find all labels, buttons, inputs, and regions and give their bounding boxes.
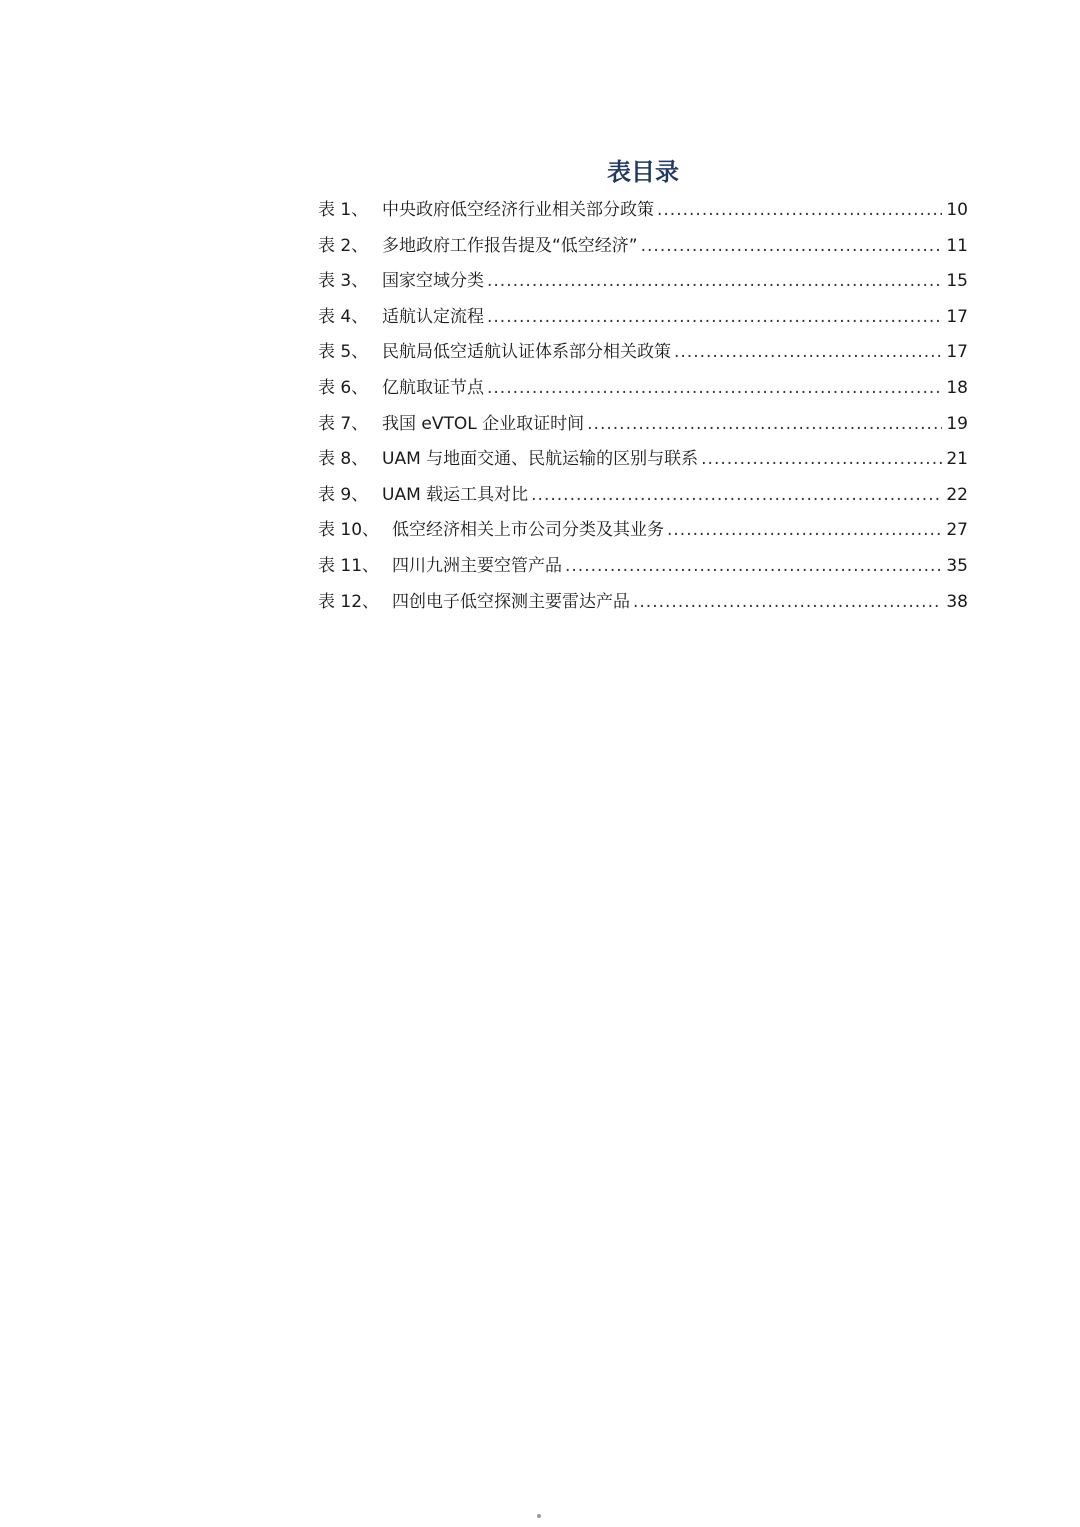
dot-leader bbox=[487, 264, 942, 300]
toc-entry-text: 四川九洲主要空管产品 bbox=[392, 555, 562, 576]
dot-leader bbox=[487, 300, 942, 336]
toc-entry[interactable] bbox=[318, 442, 968, 478]
toc-entry-page: 10 bbox=[946, 200, 968, 220]
table-of-tables bbox=[318, 152, 968, 620]
toc-entry-label: 表 8、 bbox=[318, 449, 369, 470]
toc-entry[interactable] bbox=[318, 549, 968, 585]
toc-entry-label: 表 4、 bbox=[318, 306, 369, 327]
toc-entry-page: 11 bbox=[946, 235, 968, 256]
toc-entry-page: 35 bbox=[946, 555, 968, 576]
toc-entry[interactable] bbox=[318, 335, 968, 371]
toc-entry[interactable] bbox=[318, 371, 968, 407]
toc-entry-text: UAM 与地面交通、民航运输的区别与联系 bbox=[382, 449, 699, 470]
toc-entry-text: 多地政府工作报告提及“低空经济” bbox=[382, 235, 638, 256]
toc-entry[interactable] bbox=[318, 264, 968, 300]
toc-entry-label: 表 6、 bbox=[318, 377, 369, 398]
toc-entry[interactable] bbox=[318, 513, 968, 549]
toc-entry-page: 21 bbox=[946, 449, 968, 470]
dot-leader bbox=[587, 407, 942, 443]
dot-leader bbox=[701, 442, 942, 478]
toc-entry-label: 表 11、 bbox=[318, 555, 380, 576]
toc-entry[interactable] bbox=[318, 193, 968, 229]
dot-leader bbox=[565, 549, 942, 585]
toc-entry-page: 19 bbox=[946, 413, 968, 434]
page-footer-dot bbox=[537, 1514, 541, 1518]
toc-entry-text: 我国 eVTOL 企业取证时间 bbox=[382, 413, 585, 434]
toc-entry-text: 国家空域分类 bbox=[382, 271, 484, 292]
toc-entry-text: 民航局低空适航认证体系部分相关政策 bbox=[382, 342, 671, 363]
toc-entry-label: 表 7、 bbox=[318, 413, 369, 434]
toc-entry-label: 表 1、 bbox=[318, 200, 369, 220]
toc-entry-text: 亿航取证节点 bbox=[382, 377, 484, 398]
toc-entry-page: 17 bbox=[946, 342, 968, 363]
toc-entry-label: 表 10、 bbox=[318, 520, 380, 541]
toc-entry-page: 15 bbox=[946, 271, 968, 292]
toc-entry-page: 38 bbox=[946, 591, 968, 612]
toc-entry-text: 低空经济相关上市公司分类及其业务 bbox=[392, 520, 664, 541]
toc-entry-label: 表 9、 bbox=[318, 484, 369, 505]
toc-entry-page: 27 bbox=[946, 520, 968, 541]
toc-entry-page: 17 bbox=[946, 306, 968, 327]
dot-leader bbox=[667, 513, 942, 549]
dot-leader bbox=[657, 193, 942, 229]
toc-entry-label: 表 5、 bbox=[318, 342, 369, 363]
toc-entry-text: UAM 载运工具对比 bbox=[382, 484, 529, 505]
toc-entry[interactable] bbox=[318, 300, 968, 336]
dot-leader bbox=[487, 371, 942, 407]
dot-leader bbox=[641, 229, 943, 265]
dot-leader bbox=[531, 478, 942, 514]
toc-list bbox=[318, 193, 968, 620]
toc-entry-text: 中央政府低空经济行业相关部分政策 bbox=[382, 200, 654, 220]
toc-entry-page: 18 bbox=[946, 377, 968, 398]
toc-entry[interactable] bbox=[318, 585, 968, 621]
toc-entry-text: 四创电子低空探测主要雷达产品 bbox=[392, 591, 630, 612]
dot-leader bbox=[674, 335, 942, 371]
toc-entry-label: 表 3、 bbox=[318, 271, 369, 292]
toc-entry-label: 表 2、 bbox=[318, 235, 369, 256]
toc-entry-text: 适航认定流程 bbox=[382, 306, 484, 327]
toc-entry[interactable] bbox=[318, 407, 968, 443]
dot-leader bbox=[633, 585, 942, 621]
page-title: 表目录 bbox=[607, 158, 679, 186]
toc-entry-page: 22 bbox=[946, 484, 968, 505]
toc-entry-label: 表 12、 bbox=[318, 591, 380, 612]
toc-entry[interactable] bbox=[318, 229, 968, 265]
toc-entry[interactable] bbox=[318, 478, 968, 514]
